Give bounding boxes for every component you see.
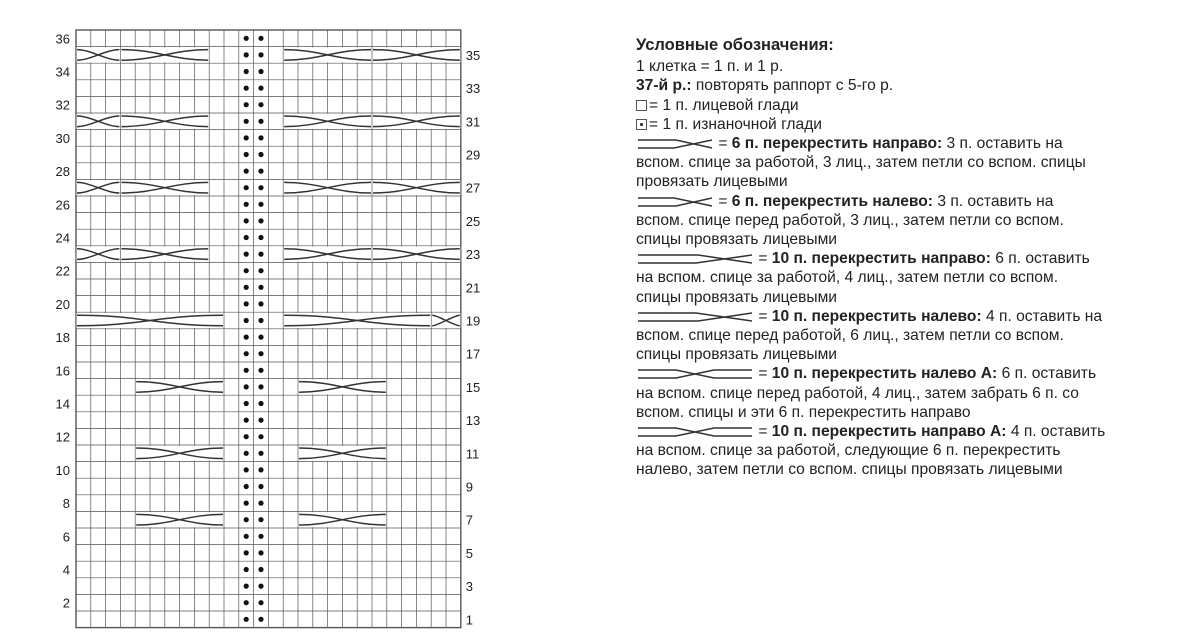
legend-item-cable-10-left [636, 307, 1181, 365]
cable-10-left-a-icon [636, 368, 754, 380]
row-label-right: 17 [465, 346, 480, 362]
row-label-right: 25 [465, 213, 480, 229]
purl-dot [244, 202, 249, 207]
legend-eq: = [754, 307, 772, 325]
legend-title: Условные обозначения: [636, 36, 834, 54]
row-label-left: 16 [55, 363, 70, 379]
legend-item-cable-10-right-a [636, 422, 1181, 480]
cable-10-left-icon [636, 311, 754, 323]
purl-dot [244, 135, 249, 140]
row-label-left: 12 [55, 429, 70, 445]
purl-dot [258, 534, 263, 539]
legend-item-text: провязать лицевыми [636, 173, 788, 191]
row-label-left: 8 [62, 496, 70, 512]
purl-dot [258, 169, 263, 174]
legend-item-title: 10 п. перекрестить направо: [771, 250, 991, 268]
purl-dot [244, 467, 249, 472]
legend-item-text: 3 п. оставить на [942, 135, 1063, 153]
purl-dot [258, 467, 263, 472]
legend-item-text: спицы провязать лицевыми [636, 346, 838, 364]
purl-dot [244, 600, 249, 605]
legend-item-text: на вспом. спице за работой, 4 лиц., затем петли со вспом. [636, 269, 1059, 287]
purl-dot [244, 218, 249, 223]
purl-dot-square-icon [636, 119, 647, 130]
purl-dot [258, 418, 263, 423]
row-label-right: 27 [465, 180, 480, 196]
purl-dot [244, 584, 249, 589]
knit-legend [636, 96, 1181, 115]
legend-item-cable-6-left [636, 192, 1181, 250]
legend-item-text: спицы провязать лицевыми [636, 288, 838, 306]
row-label-left: 34 [55, 64, 70, 80]
purl-dot [244, 617, 249, 622]
row-label-right: 3 [465, 579, 474, 595]
legend-item-text: вспом. спице перед работой, 6 лиц., затем петли со вспом. [636, 327, 1064, 345]
row-label-right: 23 [465, 247, 480, 263]
purl-dot [244, 335, 249, 340]
row37-note [636, 76, 1181, 95]
row-label-right: 21 [465, 280, 480, 296]
row-label-left: 22 [55, 263, 70, 279]
purl-dot [258, 318, 263, 323]
purl-dot [258, 285, 263, 290]
purl-dot [258, 86, 263, 91]
purl-dot [244, 550, 249, 555]
purl-dot [244, 235, 249, 240]
purl-dot [258, 218, 263, 223]
row-label-left: 6 [62, 529, 70, 545]
cable-10-right-a-icon [636, 426, 754, 438]
purl-dot [258, 434, 263, 439]
purl-dot [258, 351, 263, 356]
row-label-right: 19 [465, 313, 480, 329]
row-label-left: 36 [55, 31, 70, 47]
legend-item-title: 10 п. перекрестить налево: [771, 307, 982, 325]
legend-item-text: на вспом. спице за работой, следующие 6 п. перекрестить [636, 442, 1061, 460]
row-label-right: 5 [465, 545, 474, 561]
row-label-left: 32 [55, 97, 70, 113]
cell-note: 1 клетка = 1 п. и 1 р. [636, 58, 784, 76]
purl-dot [244, 268, 249, 273]
legend-item-text: вспом. спице перед работой, 3 лиц., затем петли со вспом. [636, 211, 1064, 229]
row-label-left: 14 [55, 396, 70, 412]
legend-item-title: 10 п. перекрестить направо А: [771, 423, 1007, 441]
row-label-left: 26 [55, 197, 70, 213]
purl-dot [258, 567, 263, 572]
purl-dot [258, 152, 263, 157]
purl-dot [244, 285, 249, 290]
legend-item-cable-6-right [636, 134, 1181, 192]
row-label-right: 15 [465, 379, 480, 395]
purl-dot [258, 550, 263, 555]
purl-dot [244, 434, 249, 439]
row-label-left: 10 [55, 462, 70, 478]
purl-dot [258, 584, 263, 589]
legend-item-text: 3 п. оставить на [932, 192, 1054, 210]
legend-eq: = [754, 250, 772, 268]
purl-dot [258, 384, 263, 389]
knitting-chart [40, 20, 480, 635]
purl-dot [244, 368, 249, 373]
purl-dot [258, 335, 263, 340]
row-label-right: 7 [465, 512, 474, 528]
purl-dot [244, 86, 249, 91]
knit-text: = 1 п. лицевой глади [649, 96, 799, 114]
purl-dot [244, 567, 249, 572]
legend-item-text: налево, затем петли со вспом. спицы провязать лицевыми [636, 461, 1063, 479]
row-label-right: 31 [465, 114, 480, 130]
row37-label: 37-й р.: [636, 77, 692, 95]
legend-eq: = [754, 365, 772, 383]
purl-dot [258, 235, 263, 240]
purl-dot [258, 52, 263, 57]
purl-dot [244, 185, 249, 190]
purl-dot [258, 301, 263, 306]
legend-item-cable-10-right [636, 249, 1181, 307]
legend-item-text: 6 п. оставить [997, 365, 1097, 383]
row-label-right: 13 [465, 413, 480, 429]
row-label-left: 18 [55, 330, 70, 346]
row-label-right: 11 [465, 446, 480, 462]
purl-dot [258, 484, 263, 489]
legend-eq: = [714, 135, 732, 153]
legend-item-text: вспом. спице за работой, 3 лиц., затем петли со вспом. спицы [636, 154, 1086, 172]
row-label-left: 20 [55, 296, 70, 312]
purl-dot [244, 501, 249, 506]
purl-dot [258, 185, 263, 190]
cable-6-left-icon [636, 196, 714, 208]
legend-item-text: вспом. спицы и эти 6 п. перекрестить направо [636, 403, 971, 421]
purl-dot [258, 501, 263, 506]
purl-dot [258, 517, 263, 522]
legend-item-title: 6 п. перекрестить налево: [731, 192, 933, 210]
row-label-left: 2 [62, 595, 70, 611]
legend-panel [636, 36, 1181, 480]
purl-dot [258, 119, 263, 124]
purl-dot [244, 69, 249, 74]
legend-eq: = [754, 423, 772, 441]
purl-dot [258, 36, 263, 41]
row-label-left: 24 [55, 230, 70, 246]
legend-item-text: спицы провязать лицевыми [636, 231, 838, 249]
purl-dot [244, 119, 249, 124]
purl-dot [258, 69, 263, 74]
row-label-right: 9 [465, 479, 474, 495]
purl-dot [258, 202, 263, 207]
purl-dot [258, 617, 263, 622]
row-label-right: 35 [465, 47, 480, 63]
row-label-left: 28 [55, 164, 70, 180]
row-label-right: 1 [465, 612, 474, 628]
row-label-right: 29 [465, 147, 480, 163]
cable-10-right-icon [636, 253, 754, 265]
legend-item-cable-10-left-a [636, 364, 1181, 422]
legend-item-text: 4 п. оставить на [981, 307, 1103, 325]
legend-item-title: 10 п. перекрестить налево А: [771, 365, 998, 383]
legend-item-title: 6 п. перекрестить направо: [731, 135, 943, 153]
legend-item-text: 4 п. оставить [1006, 423, 1106, 441]
purl-dot [258, 268, 263, 273]
purl-dot [258, 451, 263, 456]
purl-dot [244, 52, 249, 57]
purl-dot [258, 600, 263, 605]
purl-dot [258, 368, 263, 373]
purl-dot [244, 418, 249, 423]
purl-dot [258, 252, 263, 257]
purl-dot [244, 318, 249, 323]
purl-dot [244, 401, 249, 406]
legend-eq: = [714, 192, 732, 210]
purl-dot [258, 135, 263, 140]
chart-svg [40, 20, 480, 635]
row-label-left: 4 [62, 562, 70, 578]
purl-dot [244, 351, 249, 356]
purl-dot [244, 451, 249, 456]
purl-legend [636, 115, 1181, 134]
purl-dot [244, 384, 249, 389]
purl-dot [244, 252, 249, 257]
row37-text: повторять раппорт с 5-го р. [691, 77, 894, 95]
purl-dot [244, 36, 249, 41]
purl-dot [244, 169, 249, 174]
purl-dot [244, 301, 249, 306]
knit-square-icon [636, 100, 647, 111]
row-label-left: 30 [55, 130, 70, 146]
purl-dot [244, 517, 249, 522]
purl-dot [258, 401, 263, 406]
purl-dot [244, 152, 249, 157]
purl-dot [244, 102, 249, 107]
legend-item-text: 6 п. оставить [990, 250, 1090, 268]
row-label-right: 33 [465, 81, 480, 97]
purl-dot [244, 484, 249, 489]
purl-text: = 1 п. изнаночной глади [649, 115, 823, 133]
cable-6-right-icon [636, 138, 714, 150]
legend-item-text: на вспом. спице перед работой, 4 лиц., затем забрать 6 п. со [636, 384, 1079, 402]
purl-dot [244, 534, 249, 539]
purl-dot [258, 102, 263, 107]
